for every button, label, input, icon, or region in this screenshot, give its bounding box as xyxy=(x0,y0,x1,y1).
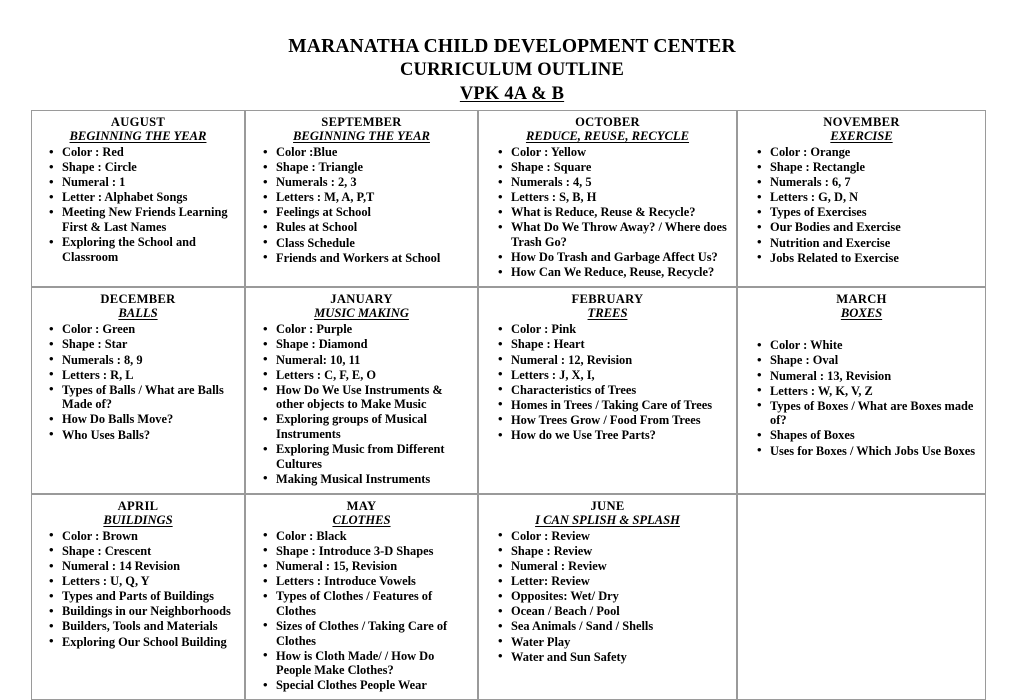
month-theme xyxy=(34,513,242,528)
table-row xyxy=(31,287,986,494)
list-item: • Color : White xyxy=(770,338,979,353)
list-item: • Letter : Alphabet Songs xyxy=(62,190,238,205)
list-item: • How Trees Grow / Food From Trees xyxy=(511,413,730,428)
list-item: • Types and Parts of Buildings xyxy=(62,589,238,604)
list-item: • Numeral : 13, Revision xyxy=(770,369,979,384)
list-item: • Shape : Square xyxy=(511,160,730,175)
list-item: • Shape : Introduce 3-D Shapes xyxy=(276,544,471,559)
list-item: • Letters : U, Q, Y xyxy=(62,574,238,589)
list-item: • Numerals : 2, 3 xyxy=(276,175,471,190)
list-item: • Numeral : Review xyxy=(511,559,730,574)
month-cell-february xyxy=(478,287,737,494)
month-theme xyxy=(740,306,983,321)
month-title: APRIL xyxy=(117,498,159,513)
list-item: • Color : Pink xyxy=(511,322,730,337)
month-title: NOVEMBER xyxy=(823,115,900,129)
list-item: • How Do Balls Move? xyxy=(62,412,238,427)
month-title: MAY xyxy=(346,498,377,513)
list-item: • Numeral: 10, 11 xyxy=(276,353,471,368)
month-topic-list xyxy=(34,529,242,649)
list-item: • Letter: Review xyxy=(511,574,730,589)
month-cell-may xyxy=(245,494,478,700)
month-cell-june xyxy=(478,494,737,700)
month-topic-list xyxy=(34,145,242,264)
list-item: • Opposites: Wet/ Dry xyxy=(511,589,730,604)
list-item: • Friends and Workers at School xyxy=(276,251,471,266)
list-item: • Numeral : 12, Revision xyxy=(511,353,730,368)
list-item: • How Do Trash and Garbage Affect Us? xyxy=(511,250,730,265)
month-title: DECEMBER xyxy=(100,292,176,307)
list-item: • Making Musical Instruments xyxy=(276,472,471,487)
list-item: • How Can We Reduce, Reuse, Recycle? xyxy=(511,265,730,280)
list-item: • Characteristics of Trees xyxy=(511,383,730,398)
month-theme xyxy=(740,129,983,144)
list-item: • Numeral : 14 Revision xyxy=(62,559,238,574)
list-item: • Types of Clothes / Features of Clothes xyxy=(276,589,471,618)
month-topic-list xyxy=(740,338,983,458)
month-theme-text: BEGINNING THE YEAR xyxy=(69,129,207,143)
list-item: • Shape : Oval xyxy=(770,353,979,368)
curriculum-table-body xyxy=(31,110,986,700)
list-item: • Sea Animals / Sand / Shells xyxy=(511,619,730,634)
month-topic-list xyxy=(481,322,734,442)
month-title: FEBRUARY xyxy=(571,292,644,307)
list-item: • Exploring groups of Musical Instruments xyxy=(276,412,471,441)
month-title: SEPTEMBER xyxy=(321,115,402,129)
list-item: • Shape : Crescent xyxy=(62,544,238,559)
month-theme-text: REDUCE, REUSE, RECYCLE xyxy=(525,129,690,143)
month-topic-list xyxy=(248,322,475,486)
list-item: • Nutrition and Exercise xyxy=(770,236,979,251)
month-theme-text: BOXES xyxy=(840,306,883,321)
list-item: • Shape : Review xyxy=(511,544,730,559)
list-item: • Meeting New Friends Learning First & Last Names xyxy=(62,205,238,234)
list-item: • Numeral : 15, Revision xyxy=(276,559,471,574)
month-cell-january xyxy=(245,287,478,494)
month-theme xyxy=(481,513,734,528)
list-item: • Shape : Diamond xyxy=(276,337,471,352)
list-item: • How Do We Use Instruments & other objects to Make Music xyxy=(276,383,471,412)
list-item: • Numerals : 4, 5 xyxy=(511,175,730,190)
list-item: • Letters : Introduce Vowels xyxy=(276,574,471,589)
month-title: JUNE xyxy=(590,498,625,513)
list-item: • Color : Brown xyxy=(62,529,238,544)
list-item: • Color : Black xyxy=(276,529,471,544)
list-item: • Exploring Our School Building xyxy=(62,635,238,650)
month-cell-march xyxy=(737,287,986,494)
list-item: • Letters : M, A, P,T xyxy=(276,190,471,205)
month-cell-december xyxy=(31,287,245,494)
list-item: • Types of Balls / What are Balls Made of? xyxy=(62,383,238,412)
list-item: • Buildings in our Neighborhoods xyxy=(62,604,238,619)
list-item: • Uses for Boxes / Which Jobs Use Boxes xyxy=(770,444,979,459)
table-row xyxy=(31,494,986,700)
table-row xyxy=(31,110,986,287)
page-grade-label xyxy=(0,83,1024,105)
month-theme-text: TREES xyxy=(587,306,628,321)
month-cell-august xyxy=(31,110,245,287)
month-theme xyxy=(481,129,734,144)
month-topic-list xyxy=(481,529,734,664)
list-item: • Water Play xyxy=(511,635,730,650)
list-item: • Builders, Tools and Materials xyxy=(62,619,238,634)
list-item: • What is Reduce, Reuse & Recycle? xyxy=(511,205,730,220)
list-item: • Our Bodies and Exercise xyxy=(770,220,979,235)
list-item: • Jobs Related to Exercise xyxy=(770,251,979,266)
month-title: OCTOBER xyxy=(575,115,640,129)
list-item: • Color : Red xyxy=(62,145,238,160)
list-item: • Shape : Rectangle xyxy=(770,160,979,175)
month-theme xyxy=(248,513,475,528)
month-topic-list xyxy=(248,529,475,693)
month-theme xyxy=(248,306,475,321)
list-item: • Letters : G, D, N xyxy=(770,190,979,205)
list-item: • Shapes of Boxes xyxy=(770,428,979,443)
month-topic-list xyxy=(248,145,475,265)
month-topic-list xyxy=(34,322,242,442)
list-item: • Letters : R, L xyxy=(62,368,238,383)
month-theme-text: BALLS xyxy=(118,306,158,321)
list-item: • Numerals : 6, 7 xyxy=(770,175,979,190)
month-cell-empty xyxy=(737,494,986,700)
list-item: • Color : Yellow xyxy=(511,145,730,160)
list-item: • Ocean / Beach / Pool xyxy=(511,604,730,619)
month-cell-november xyxy=(737,110,986,287)
list-item: • Color : Review xyxy=(511,529,730,544)
month-theme xyxy=(34,129,242,144)
list-item: • Letters : J, X, I, xyxy=(511,368,730,383)
spacer xyxy=(740,322,983,338)
list-item: • Color : Orange xyxy=(770,145,979,160)
list-item: • How is Cloth Made/ / How Do People Make Clothes? xyxy=(276,649,471,678)
month-theme-text: BUILDINGS xyxy=(103,512,173,527)
month-theme-text: EXERCISE xyxy=(830,129,893,143)
list-item: • Exploring Music from Different Cultures xyxy=(276,442,471,471)
month-theme-text: MUSIC MAKING xyxy=(314,306,409,321)
list-item: • Color : Purple xyxy=(276,322,471,337)
list-item: • Color : Green xyxy=(62,322,238,337)
list-item: • Sizes of Clothes / Taking Care of Clothes xyxy=(276,619,471,648)
list-item: • Special Clothes People Wear xyxy=(276,678,471,693)
month-title: MARCH xyxy=(836,292,887,307)
list-item: • Letters : W, K, V, Z xyxy=(770,384,979,399)
month-topic-list xyxy=(740,145,983,265)
list-item: • Shape : Circle xyxy=(62,160,238,175)
list-item: • Letters : C, F, E, O xyxy=(276,368,471,383)
list-item: • Homes in Trees / Taking Care of Trees xyxy=(511,398,730,413)
month-theme xyxy=(34,306,242,321)
month-theme-text: CLOTHES xyxy=(332,512,391,527)
page-title: MARANATHA CHILD DEVELOPMENT CENTER xyxy=(288,36,736,57)
month-cell-april xyxy=(31,494,245,700)
list-item: • Who Uses Balls? xyxy=(62,428,238,443)
page-grade-text: VPK 4A & B xyxy=(459,84,565,104)
list-item: • Shape : Star xyxy=(62,337,238,352)
month-cell-september xyxy=(245,110,478,287)
list-item: • What Do We Throw Away? / Where does Trash Go? xyxy=(511,220,730,249)
list-item: • Class Schedule xyxy=(276,236,471,251)
list-item: • Shape : Triangle xyxy=(276,160,471,175)
month-theme xyxy=(248,129,475,144)
month-cell-october xyxy=(478,110,737,287)
month-title: JANUARY xyxy=(330,292,393,307)
list-item: • Types of Exercises xyxy=(770,205,979,220)
page-subtitle: CURRICULUM OUTLINE xyxy=(399,60,625,80)
list-item: • Shape : Heart xyxy=(511,337,730,352)
month-topic-list xyxy=(481,145,734,280)
list-item: • Letters : S, B, H xyxy=(511,190,730,205)
month-theme xyxy=(481,306,734,321)
list-item: • Types of Boxes / What are Boxes made of? xyxy=(770,399,979,428)
month-title: AUGUST xyxy=(110,115,166,129)
list-item: • Water and Sun Safety xyxy=(511,650,730,665)
list-item: • Numerals : 8, 9 xyxy=(62,353,238,368)
list-item: • How do we Use Tree Parts? xyxy=(511,428,730,443)
list-item: • Exploring the School and Classroom xyxy=(62,235,238,264)
curriculum-outline-table xyxy=(31,110,986,700)
month-theme-text: BEGINNING THE YEAR xyxy=(293,129,430,143)
list-item: • Feelings at School xyxy=(276,205,471,220)
document-header xyxy=(0,0,1024,105)
list-item: • Rules at School xyxy=(276,220,471,235)
list-item: • Numeral : 1 xyxy=(62,175,238,190)
month-theme-text: I CAN SPLISH & SPLASH xyxy=(535,512,680,527)
list-item: • Color :Blue xyxy=(276,145,471,160)
